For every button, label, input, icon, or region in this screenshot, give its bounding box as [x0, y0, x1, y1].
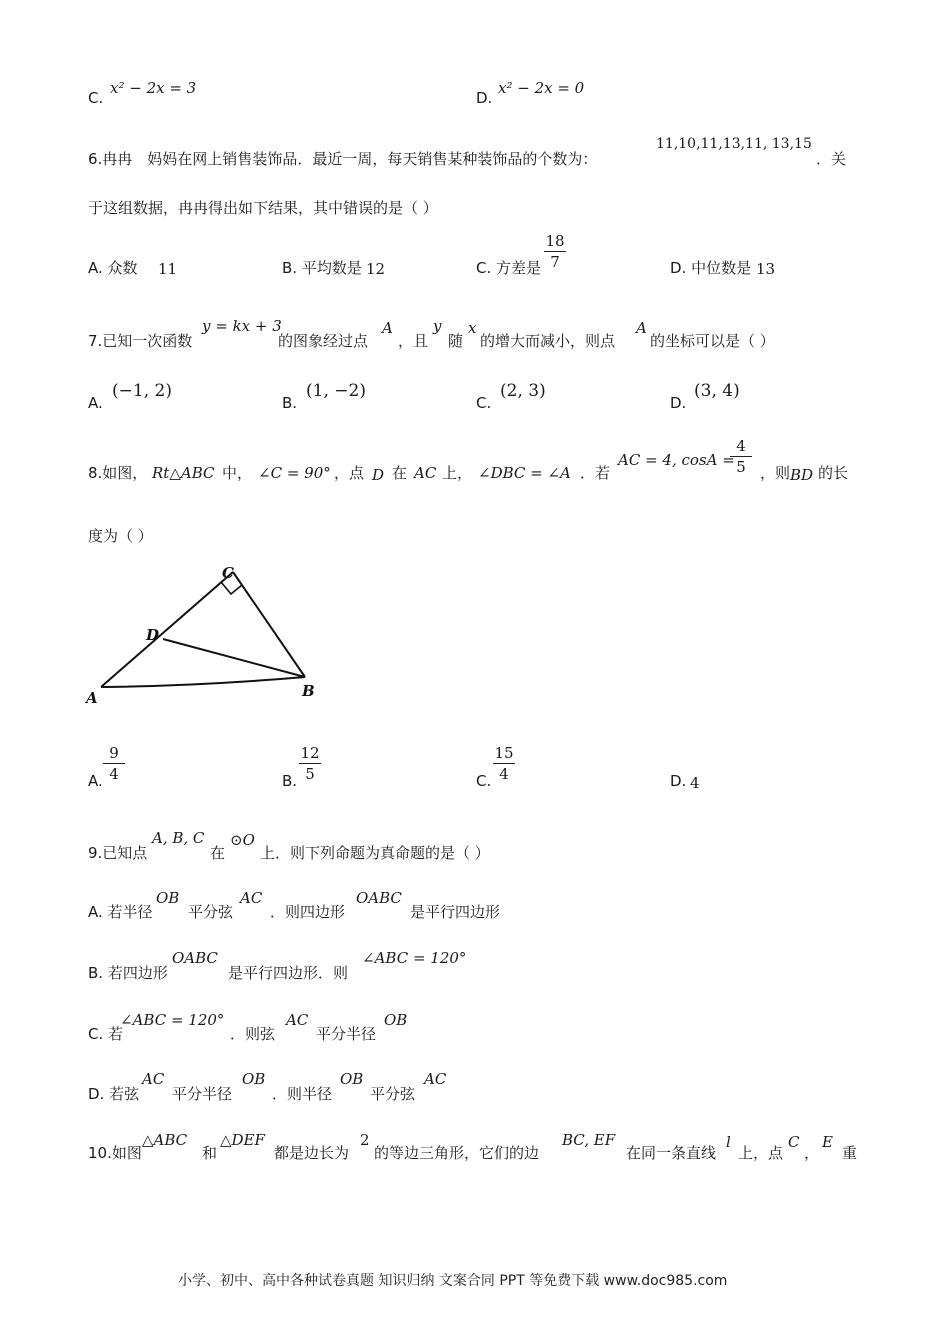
page-footer: 小学、初中、高中各种试卷真题 知识归纳 文案合同 PPT 等免费下载 www.doc985.com — [178, 1273, 728, 1289]
q10-side-length: 2 — [360, 1131, 370, 1149]
q9-option-a-ob: OB — [156, 889, 180, 907]
q9-option-a-4: 是平行四边形 — [410, 903, 501, 921]
q9-option-c-2: ．则弦 — [230, 1025, 276, 1043]
q8-option-b-label: B. — [282, 772, 298, 790]
fraction-denominator: 4 — [109, 765, 119, 783]
q8-cos-fraction — [730, 437, 752, 476]
fraction-numerator: 9 — [109, 744, 119, 762]
q6-text-1: 6.冉冉 妈妈在网上销售装饰品．最近一周，每天销售某种装饰品的个数为： — [88, 150, 598, 168]
q9-option-d-ac: AC — [142, 1070, 165, 1088]
q7-text-4: 随 — [448, 332, 464, 350]
q8-text-6: ．若 — [580, 464, 611, 482]
q7-text-2: 的图象经过点 — [278, 332, 369, 350]
q9-option-c-ac: AC — [286, 1011, 309, 1029]
q8-option-a-label: A. — [88, 772, 103, 790]
q8-option-d-value: 4 — [690, 774, 700, 792]
option-c-label: C. — [88, 89, 104, 107]
q10-edges: BC, EF — [562, 1131, 616, 1149]
q7-text-1: 7.已知一次函数 — [88, 332, 193, 350]
q7-option-c-value: (2, 3) — [500, 381, 546, 401]
option-c-equation: x² − 2x = 3 — [110, 79, 197, 97]
q7-option-b-value: (1, −2) — [306, 381, 366, 401]
q6-option-a-label: A. 众数 — [88, 259, 138, 277]
q10-text-4: 的等边三角形，它们的边 — [374, 1144, 540, 1162]
q8-bd: BD — [790, 466, 814, 484]
q8-angle-c: ∠C = 90° — [258, 464, 331, 482]
q9-circle: ⊙O — [230, 831, 255, 849]
fraction-denominator: 7 — [550, 253, 560, 271]
q8-option-c-fraction — [493, 744, 515, 783]
q6-option-d-value: 13 — [756, 260, 776, 278]
fraction-denominator: 5 — [305, 765, 315, 783]
q8-text-3: ，点 — [334, 464, 365, 482]
q7-x: x — [468, 319, 477, 337]
fraction-numerator: 12 — [300, 744, 320, 762]
q9-option-b-1: B. 若四边形 — [88, 964, 168, 982]
q9-option-d-ob2: OB — [340, 1070, 364, 1088]
q7-point-a: A — [382, 319, 393, 337]
q9-option-d-ob: OB — [242, 1070, 266, 1088]
q8-text-5: 上， — [442, 464, 473, 482]
q10-text-6: 上，点 — [738, 1144, 784, 1162]
q6-option-b-label: B. 平均数是 — [282, 259, 362, 277]
q7-function: y = kx + 3 — [202, 317, 282, 335]
q6-option-b-value: 12 — [366, 260, 386, 278]
q8-option-d-label: D. — [670, 772, 687, 790]
q9-option-c-1: C. 若 — [88, 1025, 124, 1043]
q8-text-4: 在 — [392, 464, 408, 482]
q9-option-a-ac: AC — [240, 889, 263, 907]
q8-point-d: D — [372, 466, 385, 484]
fig-label-d: D — [146, 626, 160, 644]
q8-triangle: Rt△ABC — [152, 464, 215, 482]
side-ac — [101, 572, 233, 687]
q7-point-a-2: A — [636, 319, 647, 337]
q7-option-d-label: D. — [670, 394, 687, 412]
q8-text-1: 8.如图， — [88, 464, 148, 482]
q9-option-a-2: 平分弦 — [188, 903, 234, 921]
q9-option-d-ac2: AC — [424, 1070, 447, 1088]
q7-option-a-value: (−1, 2) — [112, 381, 172, 401]
q10-text-2: 和 — [202, 1144, 218, 1162]
q8-ac: AC — [414, 464, 437, 482]
q10-text-7: ， — [804, 1144, 820, 1162]
q9-option-b-quad: OABC — [172, 949, 218, 967]
option-d-equation: x² − 2x = 0 — [498, 79, 585, 97]
q9-option-b-2: 是平行四边形．则 — [228, 964, 349, 982]
q9-option-d-4: 平分弦 — [370, 1085, 416, 1103]
q9-option-c-3: 平分半径 — [316, 1025, 377, 1043]
q10-text-5: 在同一条直线 — [626, 1144, 717, 1162]
q9-option-a-3: ．则四边形 — [270, 903, 346, 921]
q6-option-c-fraction — [544, 232, 566, 271]
fig-label-c: C — [222, 564, 234, 582]
q9-option-a-1: A. 若半径 — [88, 903, 153, 921]
q7-option-c-label: C. — [476, 394, 492, 412]
q8-text-8: 的长 — [818, 464, 849, 482]
q8-text-2: 中， — [222, 464, 253, 482]
q8-text-7: ，则 — [760, 464, 791, 482]
side-ab — [101, 677, 305, 687]
q8-text-line2: 度为（ ） — [88, 527, 153, 545]
q10-triangle-def: △DEF — [220, 1131, 265, 1149]
q10-text-8: 重 — [842, 1144, 858, 1162]
q9-text-3: 上．则下列命题为真命题的是（ ） — [260, 844, 490, 862]
q10-triangle-abc: △ABC — [142, 1131, 188, 1149]
q9-text-1: 9.已知点 — [88, 844, 148, 862]
q8-condition: AC = 4, cosA = — [618, 451, 735, 469]
q10-point-c: C — [788, 1133, 800, 1151]
fraction-numerator: 18 — [545, 232, 565, 250]
q8-option-a-fraction — [103, 744, 125, 783]
fraction-numerator: 4 — [736, 437, 746, 455]
q6-text-1b: ．关 — [816, 150, 847, 168]
q6-data: 11,10,11,13,11, 13,15 — [656, 136, 812, 152]
q9-option-b-angle: ∠ABC = 120° — [362, 949, 467, 967]
fraction-denominator: 4 — [499, 765, 509, 783]
q6-option-d-label: D. 中位数是 — [670, 259, 752, 277]
q7-option-d-value: (3, 4) — [694, 381, 740, 401]
q10-text-1: 10.如图 — [88, 1144, 142, 1162]
q9-option-a-quad: OABC — [356, 889, 402, 907]
fig-label-b: B — [302, 682, 315, 700]
q7-option-a-label: A. — [88, 394, 103, 412]
q7-text-6: 的坐标可以是（ ） — [650, 332, 775, 350]
q10-point-e: E — [822, 1133, 833, 1151]
q9-option-c-angle: ∠ABC = 120° — [120, 1011, 225, 1029]
q9-text-2: 在 — [210, 844, 226, 862]
q7-y: y — [433, 317, 442, 335]
q7-option-b-label: B. — [282, 394, 298, 412]
q9-option-d-3: ．则半径 — [272, 1085, 333, 1103]
q8-option-b-fraction — [299, 744, 321, 783]
q6-option-a-value: 11 — [158, 260, 178, 278]
q8-angle-dbc: ∠DBC = ∠A — [478, 464, 571, 482]
fraction-denominator: 5 — [736, 458, 746, 476]
q10-text-3: 都是边长为 — [274, 1144, 350, 1162]
q7-text-5: 的增大而减小，则点 — [480, 332, 616, 350]
q6-option-c-label: C. 方差是 — [476, 259, 542, 277]
q8-option-c-label: C. — [476, 772, 492, 790]
option-d-label: D. — [476, 89, 493, 107]
q9-option-d-2: 平分半径 — [172, 1085, 233, 1103]
q6-text-2: 于这组数据，冉冉得出如下结果，其中错误的是（ ） — [88, 199, 438, 217]
fraction-numerator: 15 — [494, 744, 514, 762]
right-angle-mark — [221, 582, 242, 594]
fig-label-a: A — [86, 689, 98, 707]
q7-text-3: ，且 — [398, 332, 429, 350]
q9-option-d-1: D. 若弦 — [88, 1085, 140, 1103]
q10-line-l: l — [726, 1133, 731, 1151]
q9-points: A, B, C — [152, 829, 205, 847]
q8-triangle-figure — [80, 560, 340, 710]
q9-option-c-ob: OB — [384, 1011, 408, 1029]
